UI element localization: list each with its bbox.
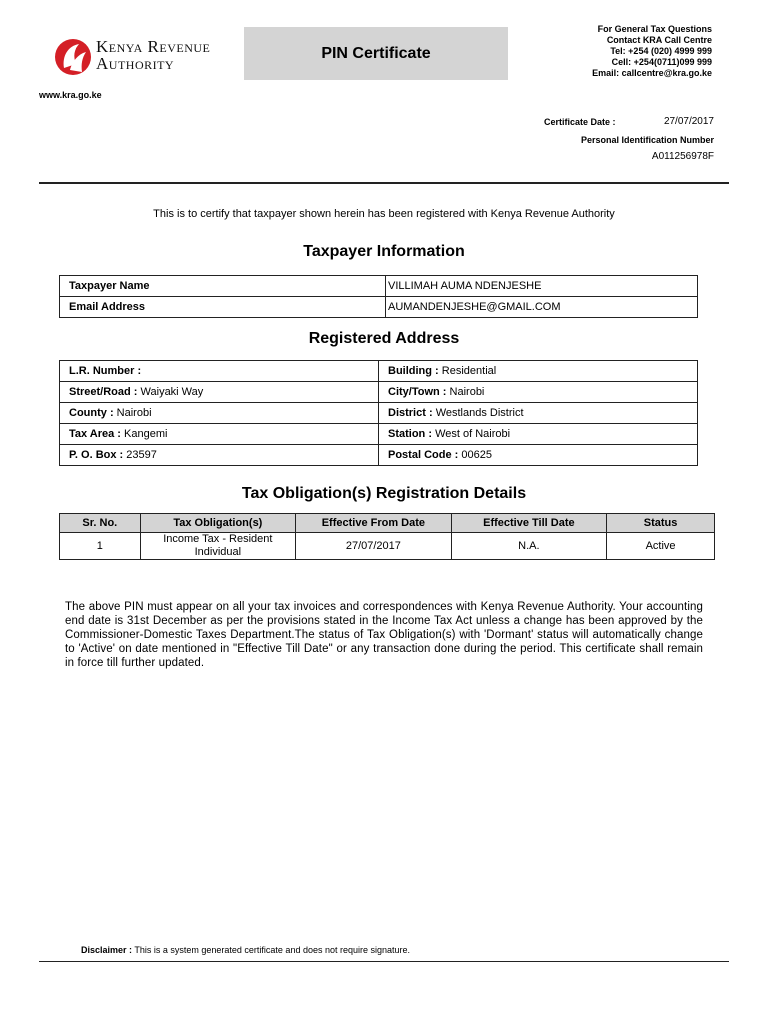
table-row (60, 424, 698, 445)
contact-email[interactable]: Email: callcentre@kra.go.ke (592, 68, 712, 78)
taxpayer-name-value: VILLIMAH AUMA NDENJESHE (386, 276, 698, 297)
district-value: Westlands District (435, 407, 524, 419)
city-town-value: Nairobi (449, 386, 485, 398)
contact-call-centre: Contact KRA Call Centre (606, 35, 712, 45)
certificate-date-label: Certificate Date : (544, 117, 616, 127)
city-town-label: City/Town : (388, 386, 447, 398)
address-cell (60, 424, 379, 445)
effective-from-cell: 27/07/2017 (296, 533, 452, 560)
divider-bottom (39, 961, 729, 962)
table-row (60, 297, 698, 318)
po-box-value: 23597 (126, 449, 157, 461)
table-row (60, 533, 715, 560)
district-label: District : (388, 407, 433, 419)
county-label: County : (69, 407, 114, 419)
document-title (244, 27, 508, 80)
disclaimer-label: Disclaimer : (81, 945, 133, 955)
street-road-value: Waiyaki Way (140, 386, 204, 398)
building-value: Residential (441, 365, 497, 377)
table-row (60, 445, 698, 466)
address-cell (379, 361, 698, 382)
disclaimer-text: This is a system generated certificate and does not require signature. (134, 945, 411, 955)
street-road-label: Street/Road : (69, 386, 138, 398)
address-cell (60, 361, 379, 382)
logo-line1: Kenya Revenue (96, 37, 211, 56)
po-box-label: P. O. Box : (69, 449, 124, 461)
sr-no-cell: 1 (60, 533, 141, 560)
building-label: Building : (388, 365, 439, 377)
postal-code-label: Postal Code : (388, 449, 459, 461)
contact-info (592, 24, 712, 79)
email-address-label: Email Address (60, 297, 386, 318)
tax-obligation-line2: Individual (194, 546, 242, 558)
col-header-status: Status (607, 514, 715, 533)
email-address-value: AUMANDENJESHE@GMAIL.COM (386, 297, 698, 318)
col-header-sr-no: Sr. No. (60, 514, 141, 533)
address-cell (379, 424, 698, 445)
table-row (60, 276, 698, 297)
disclaimer (81, 945, 410, 955)
registered-address-title: Registered Address (308, 330, 460, 347)
terms-paragraph: The above PIN must appear on all your tax invoices and correspondences with Kenya Revenue Authority. Your accounting end date is 31st December as per the provisions stated in the Income Tax Act unless a change has been approved by the Commissioner-Domestic Taxes Department.The status of Tax Obligation(s) with 'Dormant' status will automatically change to 'Active' on date mentioned in "Effective Till Date" or any transaction done during the period. This certificate shall remain in force till further updated. (65, 601, 703, 669)
website-link[interactable]: www.kra.go.ke (39, 90, 102, 100)
taxpayer-info-table (59, 275, 698, 318)
contact-cell: Cell: +254(0711)099 999 (611, 57, 712, 67)
tax-area-value: Kangemi (124, 428, 168, 440)
address-cell (379, 382, 698, 403)
tax-obligations-title: Tax Obligation(s) Registration Details (241, 485, 527, 502)
lr-number-label: L.R. Number : (69, 365, 142, 377)
table-row (60, 403, 698, 424)
logo-line2: Authority (96, 54, 175, 73)
col-header-effective-from: Effective From Date (296, 514, 452, 533)
tax-obligation-line1: Income Tax - Resident (163, 533, 273, 545)
table-row (60, 361, 698, 382)
logo-wordmark (96, 38, 210, 72)
station-value: West of Nairobi (435, 428, 511, 440)
station-label: Station : (388, 428, 432, 440)
postal-code-value: 00625 (461, 449, 492, 461)
col-header-tax-obligation: Tax Obligation(s) (140, 514, 296, 533)
kra-logo (52, 34, 237, 80)
status-cell: Active (607, 533, 715, 560)
effective-till-cell: N.A. (451, 533, 607, 560)
table-header-row (60, 514, 715, 533)
address-cell (379, 403, 698, 424)
tax-area-label: Tax Area : (69, 428, 121, 440)
lion-head-icon (52, 34, 98, 80)
table-row (60, 382, 698, 403)
address-cell (60, 382, 379, 403)
certify-statement: This is to certify that taxpayer shown herein has been registered with Kenya Revenue Authority (153, 208, 615, 220)
col-header-effective-till: Effective Till Date (451, 514, 607, 533)
divider-top (39, 182, 729, 184)
document-title-text: PIN Certificate (321, 44, 431, 62)
contact-tel: Tel: +254 (020) 4999 999 (610, 46, 712, 56)
address-cell (379, 445, 698, 466)
tax-obligations-table (59, 513, 715, 560)
pin-value: A011256978F (651, 151, 714, 162)
pin-label: Personal Identification Number (580, 135, 714, 145)
certificate-date-value: 27/07/2017 (663, 116, 714, 127)
address-cell (60, 445, 379, 466)
address-cell (60, 403, 379, 424)
registered-address-table (59, 360, 698, 466)
taxpayer-name-label: Taxpayer Name (60, 276, 386, 297)
contact-heading: For General Tax Questions (597, 24, 712, 34)
county-value: Nairobi (116, 407, 152, 419)
taxpayer-info-title: Taxpayer Information (303, 243, 465, 260)
tax-obligation-cell (140, 533, 296, 560)
